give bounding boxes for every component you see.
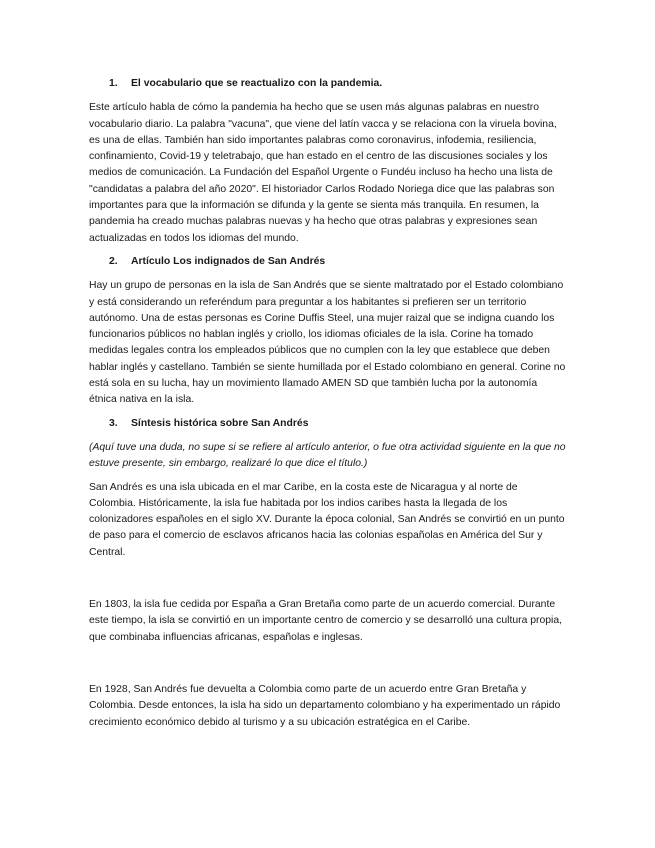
paragraph: Hay un grupo de personas en la isla de San Andrés que se siente maltratado por el Estado colombiano y está considerando un referéndum para preguntar a los habitantes si prefieren ser un territorio autónomo. Una de estas personas es Corine Duffis Steel, una mujer raizal que se indigna cuando los funcionarios públicos no hablan inglés y criollo, los idiomas oficiales de la isla. Corine ha tomado medidas legales contra los empleados públicos que no cumplen con la ley que establece que deben hablar inglés y castellano. También se siente humillada por el Estado colombiano en general. Corine no está sola en su lucha, hay un movimiento llamado AMEN SD que también lucha por la autonomía étnica nativa en la isla. [89,280,566,406]
paragraph: En 1803, la isla fue cedida por España a Gran Bretaña como parte de un acuerdo comercial. Durante este tiempo, la isla se convirtió en un importante centro de comercio y se desarrolló una cultura propia, que combinaba influencias africanas, españolas e inglesas. [89,599,563,643]
section-title: El vocabulario que se reactualizo con la pandemia. [131,78,383,89]
paragraph: En 1928, San Andrés fue devuelta a Colombia como parte de un acuerdo entre Gran Bretaña y Colombia. Desde entonces, la isla ha sido un departamento colombiano y ha experimentado un rápido crecimiento económico debido al turismo y a su ubicación estratégica en el Caribe. [89,683,561,728]
document-body [89,76,567,738]
section-title: Artículo Los indignados de San Andrés [131,255,326,267]
spacer [89,568,567,597]
section-title: Síntesis histórica sobre San Andrés [131,417,309,429]
section-number: 2. [109,255,118,267]
spacer [89,653,567,682]
section-heading-2 [89,254,567,270]
paragraph: San Andrés es una isla ubicada en el mar Caribe, en la costa este de Nicaragua y al norte de Colombia. Históricamente, la isla fue habitada por los indios caribes hasta la llegada de los colonizadores españoles en el siglo XV. Durante la época colonial, San Andrés se convirtió en un punto de paso para el comercio de esclavos africanos hacia las colonias españolas en América del Sur y Central. [89,481,565,558]
section-heading-1 [89,76,567,92]
section-number: 1. [109,78,118,89]
paragraph: Este artículo habla de cómo la pandemia ha hecho que se usen más algunas palabras en nuestro vocabulario diario. La palabra "vacuna", que viene del latín vacca y se relaciona con la viruela bovina, es una de ellas. También han sido importantes palabras como coronavirus, infodemia, resiliencia, confinamiento, Covid-19 y teletrabajo, que han estado en el centro de las discusiones sociales y los medios de comunicación. La Fundación del Español Urgente o Fundéu incluso ha hecho una lista de "candidatas a palabra del año 2020". El historiador Carlos Rodado Noriega dice que las palabras son importantes para que la información se difunda y la gente se sienta más tranquila. En resumen, la pandemia ha creado muchas palabras nuevas y ha hecho que otras palabras y expresiones sean actualizadas en todos los idiomas del mundo. [89,102,557,244]
section-heading-3 [89,416,567,432]
section-number: 3. [109,417,118,429]
author-note: (Aquí tuve una duda, no supe si se refiere al artículo anterior, o fue otra actividad siguiente en la que no estuve presente, sin embargo, realizaré lo que dice el título.) [89,441,566,470]
